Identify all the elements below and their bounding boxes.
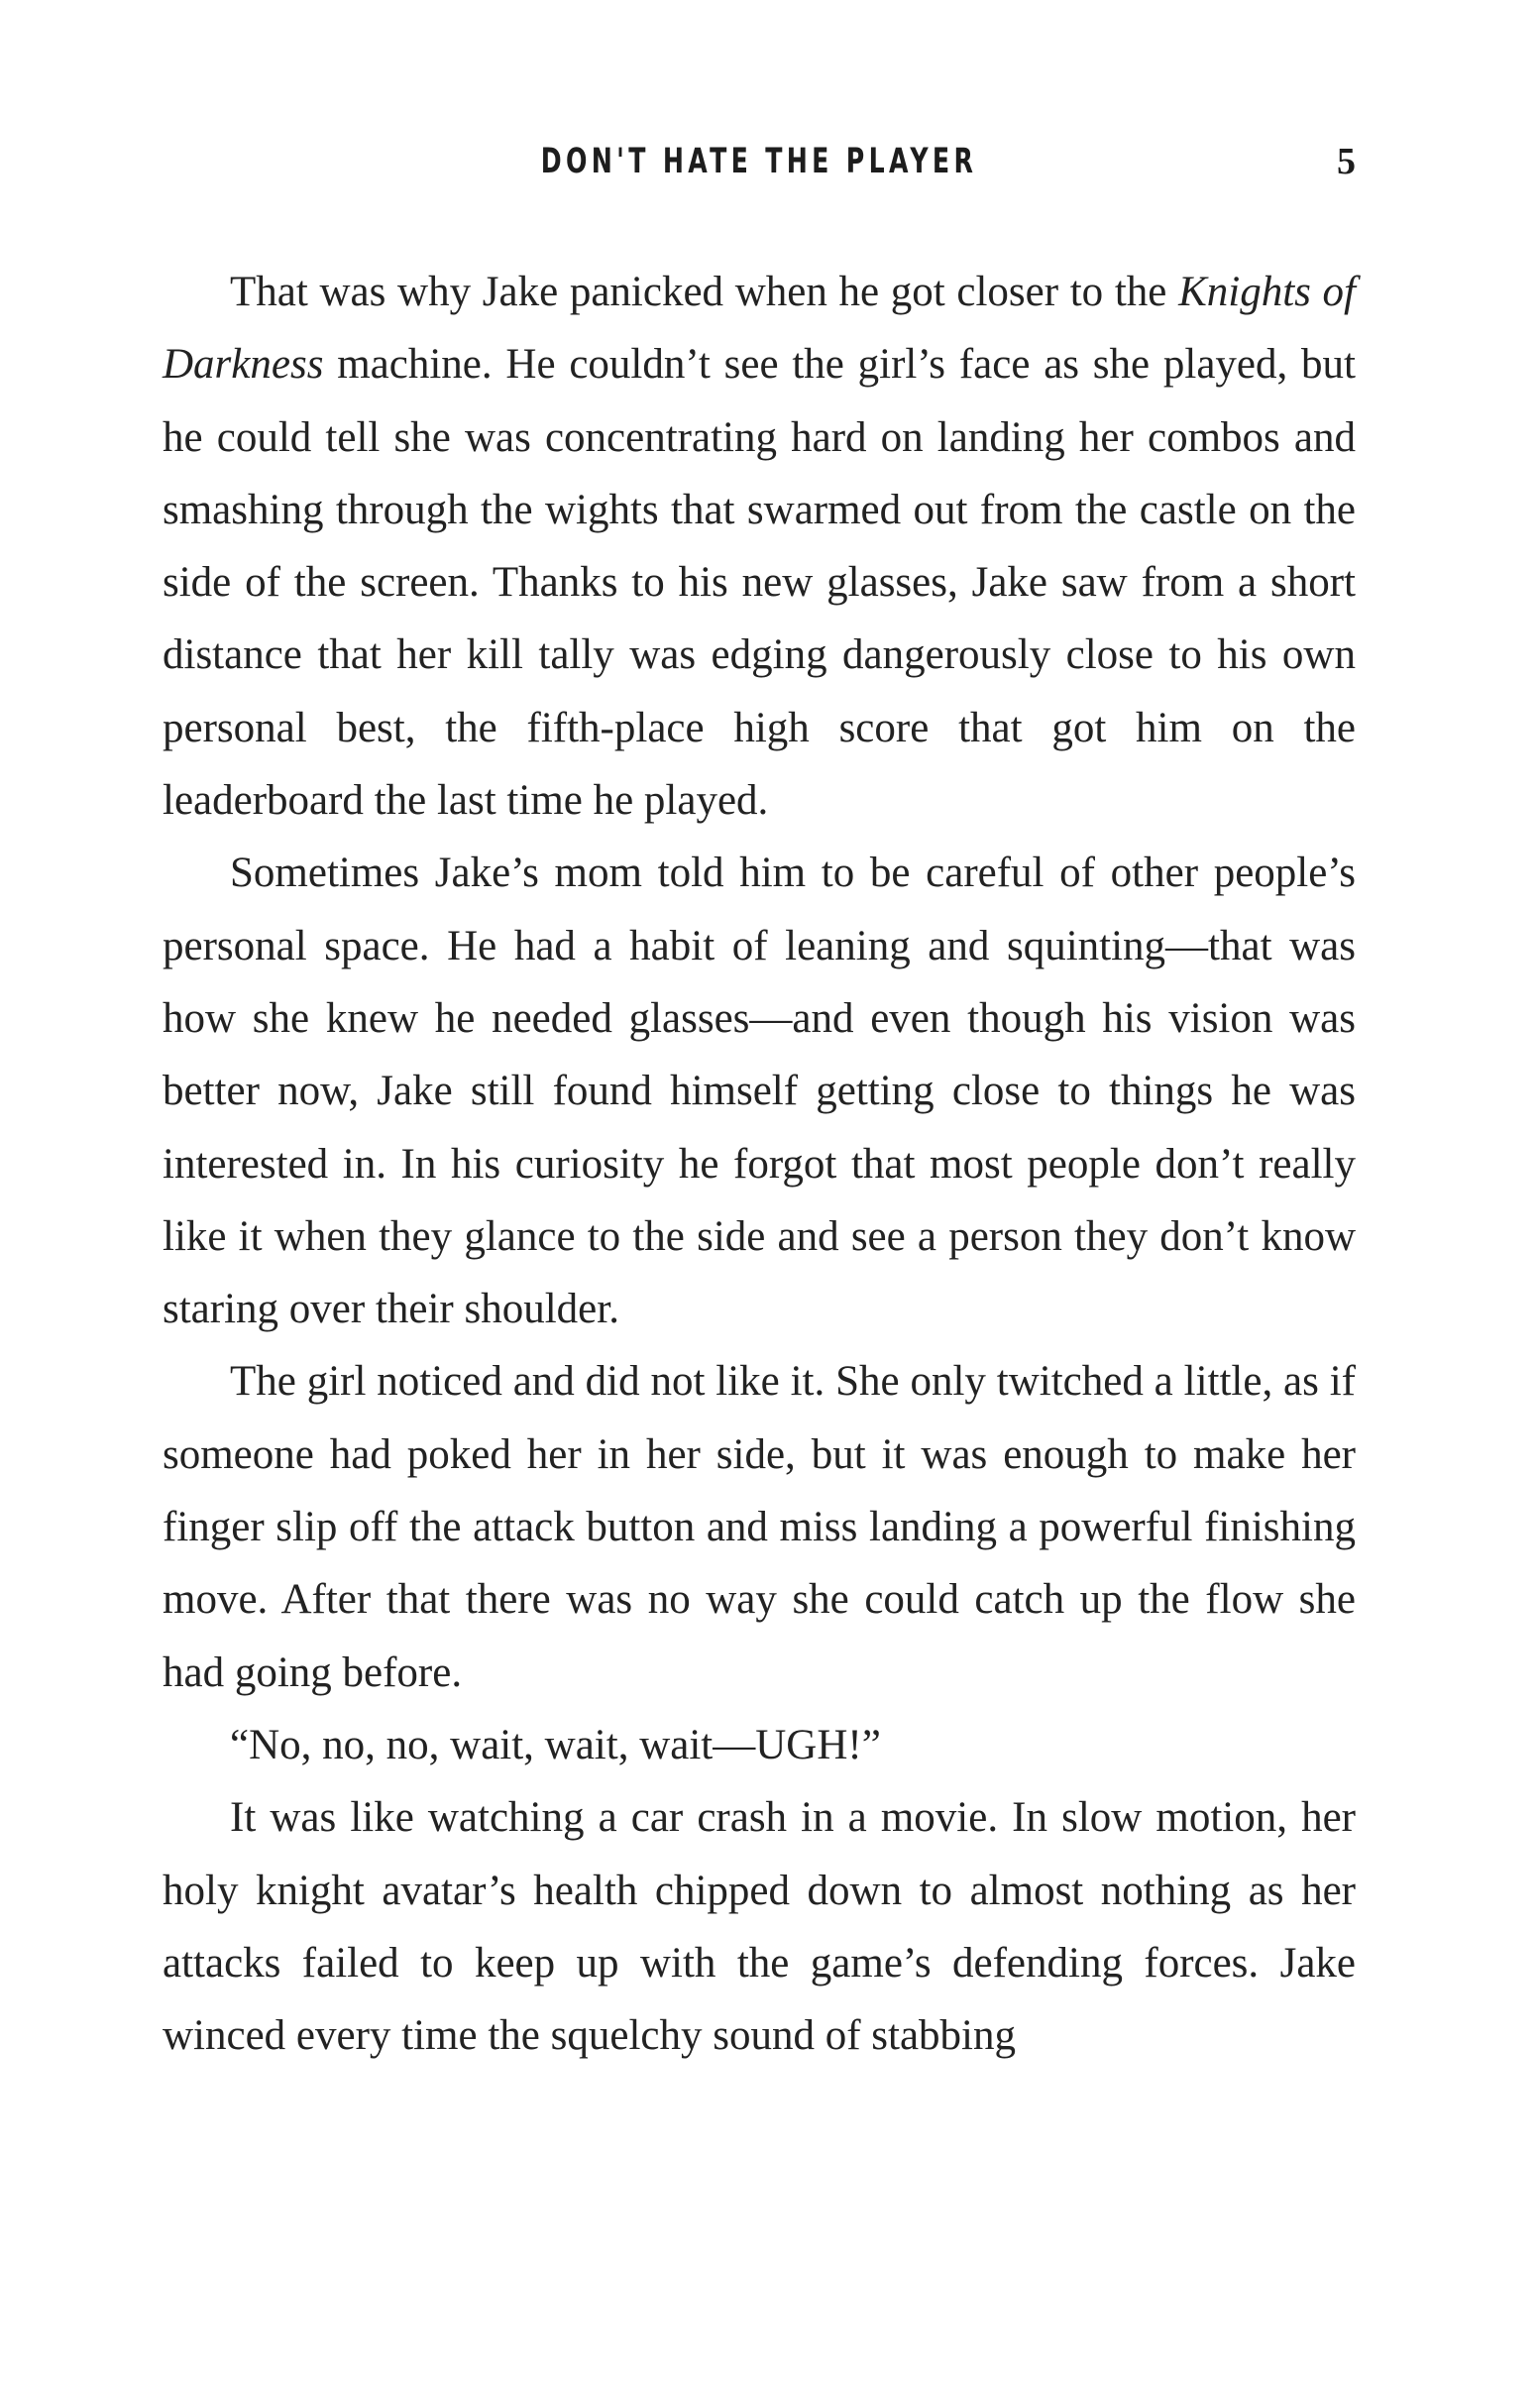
body-text bbox=[163, 256, 1356, 2072]
paragraph-5: It was like watching a car crash in a movie. In slow motion, her holy knight avatar’s health chipped down to almost nothing as her attacks failed to keep up with the game’s defending forces. Jake winced every time the squelchy sound of stabbing bbox=[163, 1794, 1356, 2060]
paragraph-1-text-after: machine. He couldn’t see the girl’s face as she played, but he could tell she was concentrating hard on landing her combos and smashing through the wights that swarmed out from the castle on the side of the screen. Thanks to his new glasses, Jake saw from a short distance that her kill tally was edging dangerously close to his own personal best, the fifth-place high score that got him on the leaderboard the last time he played. bbox=[163, 341, 1356, 825]
paragraph-1 bbox=[163, 256, 1356, 837]
paragraph-4-dialogue: “No, no, no, wait, wait, wait—UGH!” bbox=[230, 1721, 881, 1768]
running-title: DON'T HATE THE PLAYER bbox=[540, 142, 978, 181]
running-head bbox=[163, 137, 1356, 186]
page-number: 5 bbox=[1337, 141, 1356, 182]
paragraph-1-text-before: That was why Jake panicked when he got closer to the bbox=[230, 269, 1179, 315]
paragraph-2: Sometimes Jake’s mom told him to be careful of other people’s personal space. He had a habit of leaning and squinting—that was how she knew he needed glasses—and even though his vision was better now, Jake still found himself getting close to things he was interested in. In his curiosity he forgot that most people don’t really like it when they glance to the side and see a person they don’t know staring over their shoulder. bbox=[163, 850, 1356, 1333]
paragraph-3: The girl noticed and did not like it. She only twitched a little, as if someone had poked her in her side, but it was enough to make her finger slip off the attack button and miss landing a powerful finishing move. After that there was no way she could catch up the flow she had going before. bbox=[163, 1358, 1356, 1696]
book-title-italic: Knights of Darkness bbox=[163, 269, 1356, 389]
